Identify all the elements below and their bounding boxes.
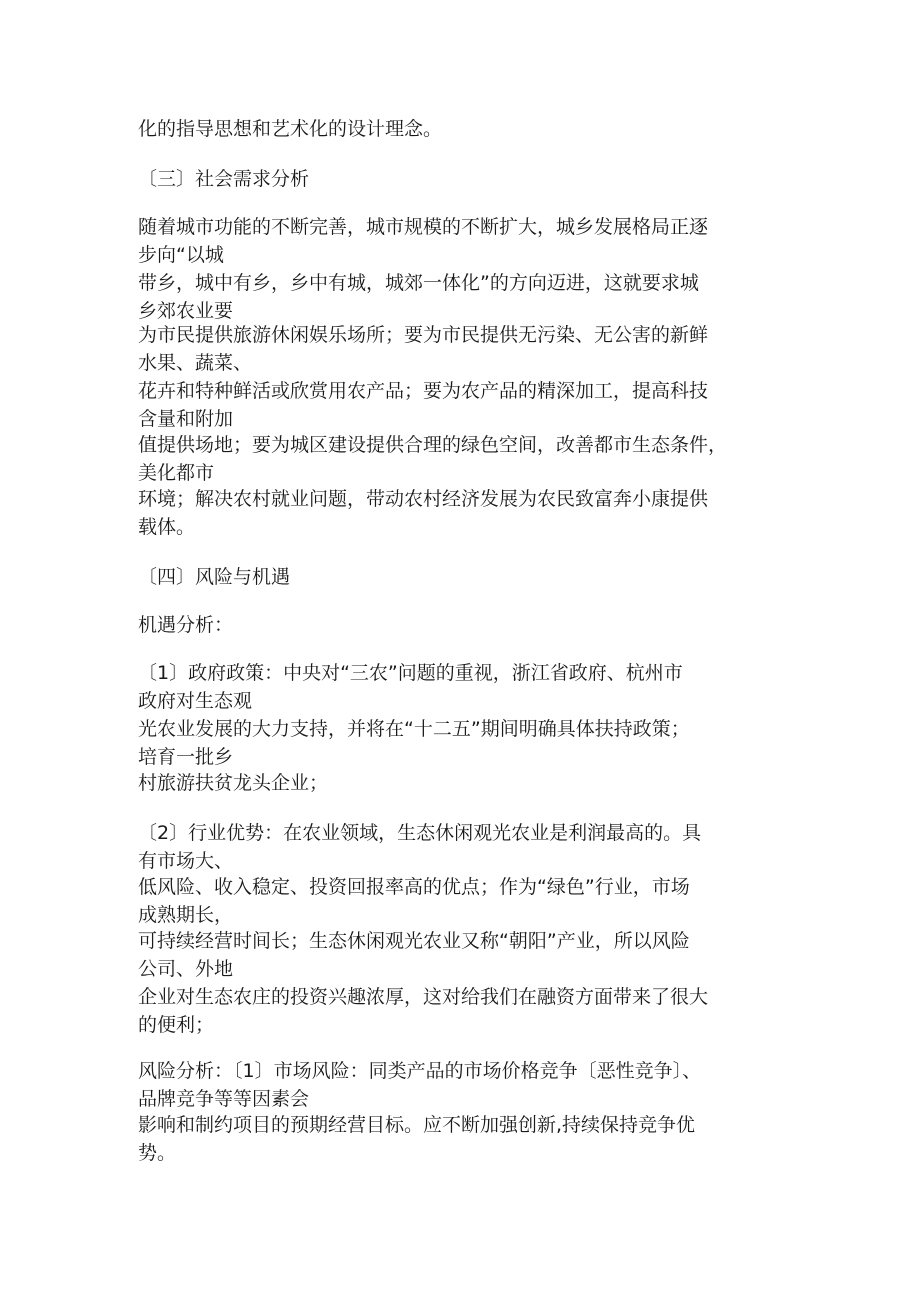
body-text-line: 培育一批乡 [138, 746, 234, 768]
body-text-line: 美化都市 [138, 462, 215, 484]
body-text-line: 环境；解决农村就业问题，带动农村经济发展为农民致富奔小康提供 [138, 488, 709, 510]
body-text-line: 村旅游扶贫龙头企业； [138, 772, 329, 794]
body-text-line: 政府对生态观 [138, 690, 253, 712]
body-text-line: 光农业发展的大力支持，并将在“十二五”期间明确具体扶持政策； [138, 718, 690, 740]
body-text-line: 风险分析：〔1〕市场风险：同类产品的市场价格竞争〔恶性竞争〕、 [138, 1060, 702, 1082]
body-text-line: 低风险、收入稳定、投资回报率高的优点；作为“绿色”行业，市场 [138, 876, 690, 898]
body-text-line: 的便利； [138, 1014, 215, 1036]
body-text-line: 步向“以城 [138, 244, 224, 266]
body-text-line: 企业对生态农庄的投资兴趣浓厚，这对给我们在融资方面带来了很大 [138, 986, 709, 1008]
body-text-line: 影响和制约项目的预期经营目标。应不断加强创新,持续保持竞争优 [138, 1114, 696, 1136]
section-heading: 〔三〕社会需求分析 [138, 168, 310, 190]
body-text-line: 含量和附加 [138, 408, 234, 430]
body-text-line: 为市民提供旅游休闲娱乐场所；要为市民提供无污染、无公害的新鲜 [138, 324, 709, 346]
body-text-line: 带乡，城中有乡，乡中有城，城郊一体化”的方向迈进，这就要求城 [138, 272, 699, 294]
body-text-line: 载体。 [138, 516, 196, 538]
body-text-line: 〔2〕行业优势：在农业领域，生态休闲观光农业是利润最高的。具 [138, 822, 702, 844]
body-text-line: 成熟期长， [138, 904, 234, 926]
body-text-line: 品牌竞争等等因素会 [138, 1088, 310, 1110]
body-text-line: 随着城市功能的不断完善，城市规模的不断扩大，城乡发展格局正逐 [138, 216, 709, 238]
body-text-line: 〔1〕政府政策：中央对“三农”问题的重视，浙江省政府、杭州市 [138, 662, 683, 684]
body-text-line: 水果、蔬菜、 [138, 352, 253, 374]
body-text-line: 公司、外地 [138, 958, 234, 980]
section-heading: 〔四〕风险与机遇 [138, 566, 291, 588]
body-text-line: 值提供场地；要为城区建设提供合理的绿色空间，改善都市生态条件， [138, 434, 728, 456]
body-text-line: 乡郊农业要 [138, 300, 234, 322]
body-text-line: 势。 [138, 1142, 177, 1164]
body-text-line: 化的指导思想和艺术化的设计理念。 [138, 118, 443, 140]
subheading: 机遇分析： [138, 614, 234, 636]
body-text-line: 可持续经营时间长；生态休闲观光农业又称“朝阳”产业，所以风险 [138, 930, 690, 952]
body-text-line: 有市场大、 [138, 850, 234, 872]
body-text-line: 花卉和特种鲜活或欣赏用农产品；要为农产品的精深加工，提高科技 [138, 380, 709, 402]
